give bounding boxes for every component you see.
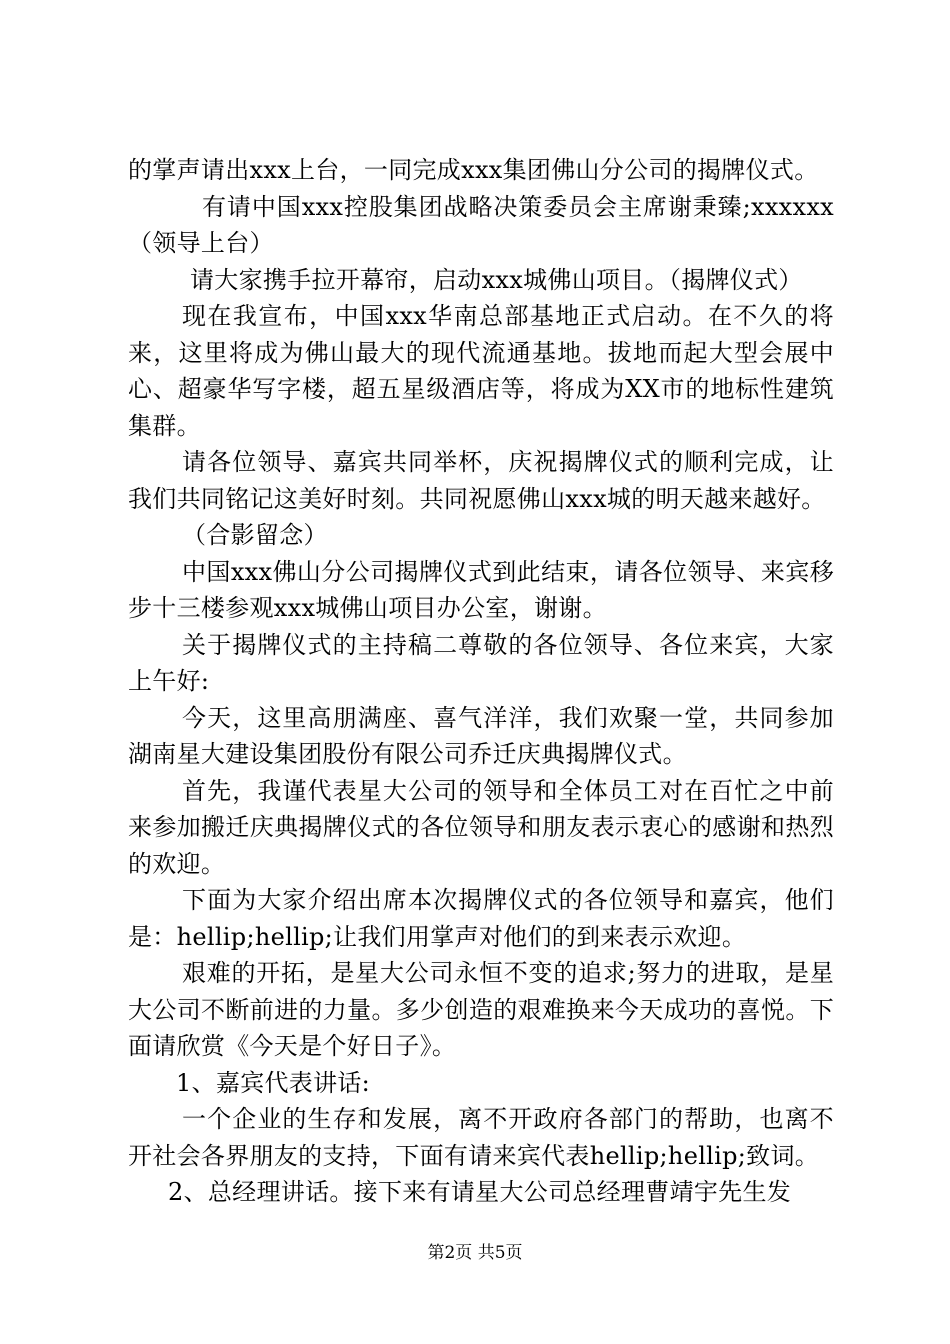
paragraph-2: 有请中国xxx控股集团战略决策委员会主席谢秉臻;xxxxxx（领导上台） [128, 192, 834, 257]
paragraph-3: 请大家携手拉开幕帘，启动xxx城佛山项目。（揭牌仪式） [190, 265, 803, 294]
paragraph-12: 艰难的开拓，是星大公司永恒不变的追求;努力的进取，是星大公司不断前进的力量。多少创造的艰难换来今天成功的喜悦。下面请欣赏《今天是个好日子》。 [128, 959, 834, 1060]
paragraph-11: 下面为大家介绍出席本次揭牌仪式的各位领导和嘉宾，他们是：hellip;hellip;让我们用掌声对他们的到来表示欢迎。 [128, 886, 834, 951]
page-number-footer: 第2页 共5页 [427, 1243, 523, 1263]
paragraph-7: 中国xxx佛山分公司揭牌仪式到此结束，请各位领导、来宾移步十三楼参观xxx城佛山项目办公室，谢谢。 [128, 557, 834, 622]
paragraph-10: 首先，我谨代表星大公司的领导和全体员工对在百忙之中前来参加搬迁庆典揭牌仪式的各位领导和朋友表示衷心的感谢和热烈的欢迎。 [128, 776, 834, 878]
paragraph-9: 今天，这里高朋满座、喜气洋洋，我们欢聚一堂，共同参加湖南星大建设集团股份有限公司乔迁庆典揭牌仪式。 [128, 703, 834, 768]
paragraph-8: 关于揭牌仪式的主持稿二尊敬的各位领导、各位来宾，大家上午好: [128, 630, 834, 695]
paragraph-15: 2、总经理讲话。接下来有请星大公司总经理曹靖宇先生发 [168, 1178, 792, 1206]
paragraph-1: 的掌声请出xxx上台，一同完成xxx集团佛山分公司的揭牌仪式。 [128, 156, 819, 184]
paragraph-14: 一个企业的生存和发展，离不开政府各部门的帮助，也离不开社会各界朋友的支持，下面有请来宾代表hellip;hellip;致词。 [128, 1105, 834, 1170]
paragraph-5: 请各位领导、嘉宾共同举杯，庆祝揭牌仪式的顺利完成，让我们共同铭记这美好时刻。共同祝愿佛山xxx城的明天越来越好。 [128, 448, 834, 513]
paragraph-13: 1、嘉宾代表讲话: [176, 1068, 371, 1097]
paragraph-6: （合影留念） [182, 521, 328, 549]
document-body [128, 152, 834, 1211]
paragraph-4: 现在我宣布，中国xxx华南总部基地正式启动。在不久的将来，这里将成为佛山最大的现代流通基地。拔地而起大型会展中心、超豪华写字楼，超五星级酒店等，将成为XX市的地标性建筑集群。 [128, 302, 834, 440]
